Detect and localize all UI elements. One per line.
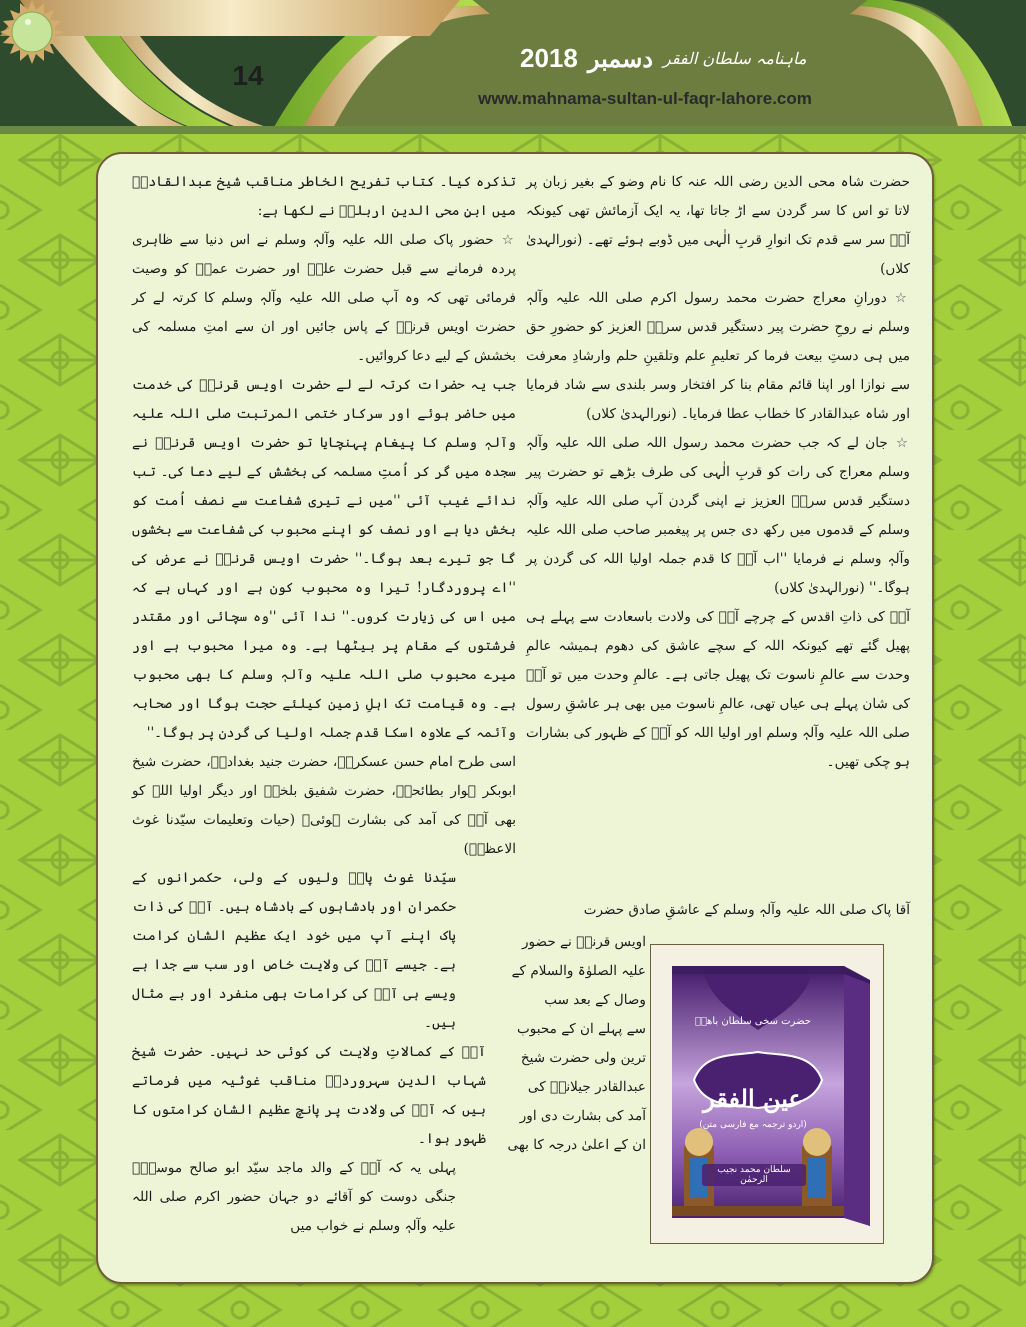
paragraph: سیّدنا غوث پاکؓ ولیوں کے ولی، حکمرانوں کے حکمران اور بادشاہوں کے بادشاہ ہیں۔ آپؓ کی ذات پاک اپنے آپ میں خود ایک عظیم الشان کرامت ہے۔ جیسے آپؓ کی ولایت خاص اور سب سے جدا ہے ویسے ہی آپؓ کی کرامات بھی منفرد اور بے مثال ہیں۔ — [132, 870, 456, 1031]
wrap-line: عبدالقادر جیلانیؓ کی — [527, 1079, 646, 1095]
wrap-line: سے پہلے ان کے محبوب — [516, 1021, 646, 1037]
paragraph: پہلی یہ کہ آپؓ کے والد ماجد سیّد ابو صالح موسیٰؒ جنگی دوست کو آقائے دو جہان حضور اکرم صلی اللہ علیہ وآلہٖ وسلم نے خواب میں — [132, 1160, 456, 1234]
wrap-line: ترین ولی حضرت شیخ — [520, 1050, 646, 1066]
book-subtitle: (اردو ترجمہ مع فارسی متن) — [699, 1120, 807, 1130]
website-url[interactable]: www.mahnama-sultan-ul-faqr-lahore.com — [478, 89, 812, 108]
book-author: حضرت سخی سلطان باھوؒ — [695, 1016, 811, 1027]
paragraph: آپؓ کے کمالاتِ ولایت کی کوئی حد نہیں۔ حضرت شیخ شہاب الدین سہروردیؒ مناقب غوثیہ میں فرماتے ہیں کہ آپؓ کی ولادت پر پانچ عظیم الشان کرامتوں کا ظہور ہوا۔ — [132, 1044, 486, 1147]
book-title: عین الفقر — [703, 1084, 803, 1113]
paragraph: ☆دورانِ معراج حضرت محمد رسول اکرم صلی اللہ علیہ وآلہٖ وسلم نے روحِ حضرت پیر دستگیر قدس سرہٗ العزیز کو حضورِ حق میں ہی دستِ بیعت فرما کر تعلیمِ علم وتلقینِ حلم وارشادِ معرفت سے نوازا اور اپنا قائم مقام بنا کر افتخار وسر بلندی سے شاد فرمایا اور شاہ عبدالقادر کا خطاب عطا فرمایا۔ (نورالہدیٰ کلاں) — [526, 290, 911, 422]
star-icon: ☆ — [894, 290, 911, 306]
paragraph: جب یہ حضرات کرتہ لے لے حضرت اویس قرنیؓ کی خدمت میں حاضر ہوئے اور سرکار ختمی المرتبت صلی اللہ علیہ وآلہٖ وسلم کا پیغام پہنچایا تو حضرت اویس قرنیؓ نے سجدہ میں گر کر اُمتِ مسلمہ کی بخشش کے لیے دعا کی۔ تب ندائے غیب آئی ''میں نے تیری شفاعت سے نصف اُمت کو بخش دیا ہے اور نصف کو اپنے محبوب کی شفاعت سے بخشوں گا جو تیرے بعد ہوگا۔'' حضرت اویس قرنیؓ نے عرض کی ''اے پروردگار! تیرا وہ محبوب کون ہے اور کہاں ہے کہ میں اس کی زیارت کروں۔'' ندا آئی ''وہ سچائی اور مقتدر فرشتوں کے مقام پر بیٹھا ہے۔ وہ میرا محبوب ہے اور میرے محبوب صلی اللہ علیہ وآلہٖ وسلم کا بھی محبوب ہے۔ وہ قیامت تک اہلِ زمین کیلئے حجت ہوگا اور صحابہ وآئمہ کے علاوہ اسکا قدم جملہ اولیا کی گردن پر ہوگا۔'' — [132, 377, 516, 741]
page-number-badge — [0, 0, 64, 64]
paragraph: اسی طرح امام حسن عسکریؒ، حضرت جنید بغدادیؒ، حضرت شیخ ابوبکر ہوار بطائحیؒ، حضرت شفیق بلخیؒ اور دیگر اولیا اللہ کو بھی آپؓ کی آمد کی بشارت ہوئی۔ (حیات وتعلیمات سیّدنا غوث الاعظمؓ) — [132, 754, 516, 857]
paragraph: حضرت شاہ محی الدین رضی اللہ عنہ کا نام وضو کے بغیر زبان پر لاتا تو اس کا سر گردن سے اڑ جاتا تھا، یہ ایک آزمائش تھی کیونکہ آپؓ سر سے قدم تک انوارِ قربِ الٰہی میں ڈوبے ہوئے تھے۔ (نورالہدیٰ کلاں) — [526, 174, 910, 277]
url-banner-shape — [0, 0, 460, 36]
paragraph: تذکرہ کیا۔ کتاب تفریح الخاطر مناقب شیخ عبدالقادرؓ میں ابنِ محی الدین اربلیؒ نے لکھا ہے: — [132, 174, 516, 219]
paragraph: ☆حضور پاک صلی اللہ علیہ وآلہٖ وسلم نے اس دنیا سے ظاہری پردہ فرمانے سے قبل حضرت علیؓ اور حضرت عمرؓ کو وصیت فرمائی تھی کہ وہ آپ صلی اللہ علیہ وآلہٖ وسلم کا کرتہ لے کر حضرت اویس قرنیؓ کے پاس جائیں اور ان سے امتِ مسلمہ کی بخشش کے لیے دعا کروائیں۔ — [132, 232, 516, 364]
star-icon: ☆ — [895, 435, 910, 451]
book-translator: سلطان محمد نجیب الرحمٰن — [702, 1164, 806, 1186]
masthead — [520, 40, 806, 76]
paragraph: آپؓ کی ذاتِ اقدس کے چرچے آپؓ کی ولادت باسعادت سے پہلے ہی پھیل گئے تھے کیونکہ اللہ کے سچے عاشق کی دھوم ہمیشہ عالمِ وحدت سے عالمِ ناسوت تک پھیل جاتی ہے۔ عالمِ وحدت میں تو آپؓ کی شان پہلے ہی عیاں تھی، عالمِ ناسوت میں بھی ہر عاشقِ رسول صلی اللہ علیہ وآلہٖ وسلم اور اولیا اللہ کو آپؓ کے ظہور کی بشارات ہو چکی تھیں۔ — [526, 609, 910, 770]
left-column — [132, 168, 516, 1241]
wrap-line: وصال کے بعد سب — [544, 992, 646, 1008]
issue-month: دسمبر — [587, 43, 653, 73]
paragraph: ☆جان لے کہ جب حضرت محمد رسول اللہ صلی اللہ علیہ وآلہٖ وسلم معراج کی رات کو قربِ الٰہی کی طرف بڑھے تو حضرت پیر دستگیر قدس سرہٗ العزیز نے اپنی گردن آپ صلی اللہ علیہ وآلہٖ وسلم کے قدموں میں رکھ دی جس پر پیغمبر صاحب صلی اللہ علیہ وآلہٖ وسلم نے فرمایا ''اب آپؓ کا قدم جملہ اولیا اللہ کی گردن پر ہوگا۔'' (نورالہدیٰ کلاں) — [526, 435, 910, 596]
issue-year: 2018 — [520, 42, 578, 73]
content-panel — [96, 152, 934, 1284]
wrap-intro-line: آقا پاک صلی اللہ علیہ وآلہٖ وسلم کے عاشقِ صادق حضرت — [583, 902, 910, 918]
star-icon: ☆ — [501, 232, 516, 248]
right-column — [526, 168, 910, 777]
page-number: 14 — [232, 60, 264, 91]
wrap-line: علیہ الصلوٰۃ والسلام کے — [511, 963, 646, 979]
wrap-text-column — [507, 928, 646, 1160]
wrap-line: آمد کی بشارت دی اور — [519, 1108, 646, 1124]
wrap-line: ان کے اعلیٰ درجہ کا بھی — [507, 1137, 646, 1153]
page-header — [0, 0, 1026, 134]
wrap-line: اویس قرنیؓ نے حضور — [521, 934, 646, 950]
header-bottom-strip — [0, 126, 1026, 134]
magazine-name: ماہنامہ سلطان الفقر — [663, 48, 807, 68]
